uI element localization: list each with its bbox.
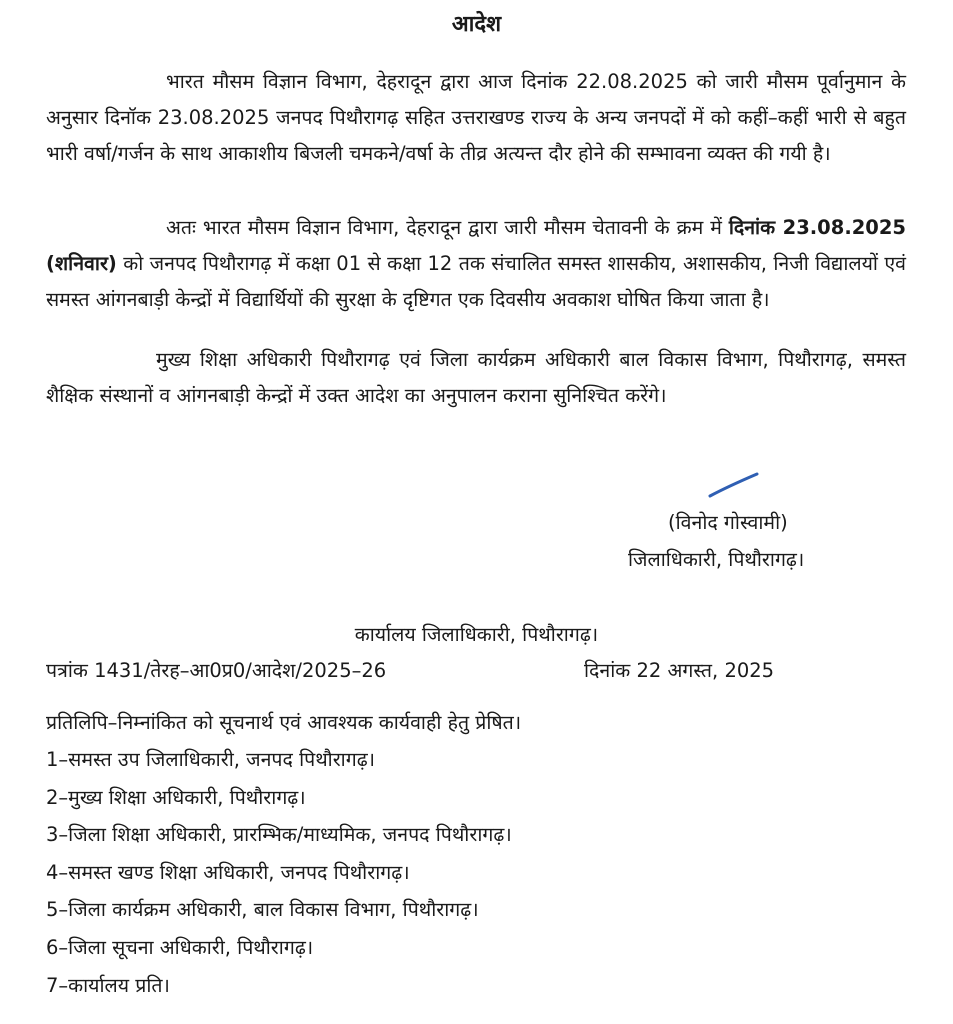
issuing-office: कार्यालय जिलाधिकारी, पिथौरागढ़।	[354, 623, 599, 646]
list-item: 5–जिला कार्यक्रम अधिकारी, बाल विकास विभाग, पिथौरागढ़।	[46, 898, 479, 922]
reference-date: दिनांक 22 अगस्त, 2025	[584, 659, 775, 682]
copy-recipients-list	[46, 745, 512, 1008]
reference-number: पत्रांक 1431/तेरह–आ0प्र0/आदेश/2025–26	[46, 659, 387, 682]
paragraph-2-end: को जनपद पिथौरागढ़ में कक्षा 01 से कक्षा 12 तक संचालित समस्त शासकीय, अशासकीय, निजी विद्यालयों एवं समस्त आंगनबाड़ी केन्द्रों में विद्यार्थियों की सुरक्षा के दृष्टिगत एक दिवसीय अवकाश घोषित किया जाता है।	[46, 252, 906, 311]
paragraph-3-text: मुख्य शिक्षा अधिकारी पिथौरागढ़ एवं जिला कार्यक्रम अधिकारी बाल विकास विभाग, पिथौरागढ़, समस्त शैक्षिक संस्थानों व आंगनबाड़ी केन्द्रों में उक्त आदेश का अनुपालन कराना सुनिश्चित करेंगे।	[46, 348, 906, 407]
list-item: 6–जिला सूचना अधिकारी, पिथौरागढ़।	[46, 935, 314, 959]
order-paragraph-2	[46, 210, 906, 318]
paragraph-2-start: अतः भारत मौसम विज्ञान विभाग, देहरादून द्वारा जारी मौसम चेतावनी के क्रम में	[166, 216, 722, 239]
list-item: 7–कार्यालय प्रति।	[46, 973, 170, 997]
list-item: 3–जिला शिक्षा अधिकारी, प्रारम्भिक/माध्यमिक, जनपद पिथौरागढ़।	[46, 823, 512, 847]
order-paragraph-3	[46, 342, 906, 414]
list-item: 2–मुख्य शिक्षा अधिकारी, पिथौरागढ़।	[46, 785, 306, 809]
signature-mark	[705, 470, 765, 500]
list-item: 1–समस्त उप जिलाधिकारी, जनपद पिथौरागढ़।	[46, 748, 376, 771]
document-title: आदेश	[451, 12, 502, 37]
paragraph-1-text: भारत मौसम विज्ञान विभाग, देहरादून द्वारा आज दिनांक 22.08.2025 को जारी मौसम पूर्वानुमान के अनुसार दिनॉक 23.08.2025 जनपद पिथौरागढ़ सहित उत्तराखण्ड राज्य के अन्य जनपदों में को कहीं–कहीं भारी से बहुत भारी वर्षा/गर्जन के साथ आकाशीय बिजली चमकने/वर्षा के तीव्र अत्यन्त दौर होने की सम्भावना व्यक्त की गयी है।	[46, 70, 906, 165]
copy-heading: प्रतिलिपि–निम्नांकित को सूचनार्थ एवं आवश्यक कार्यवाही हेतु प्रेषित।	[46, 711, 522, 734]
signatory-designation: जिलाधिकारी, पिथौरागढ़।	[628, 548, 805, 571]
signatory-name: (विनोद गोस्वामी)	[668, 511, 788, 534]
list-item: 4–समस्त खण्ड शिक्षा अधिकारी, जनपद पिथौरागढ़।	[46, 860, 410, 884]
holiday-date: दिनांक 23.08.2025 (शनिवार)	[46, 216, 906, 275]
order-paragraph-1	[46, 64, 906, 172]
